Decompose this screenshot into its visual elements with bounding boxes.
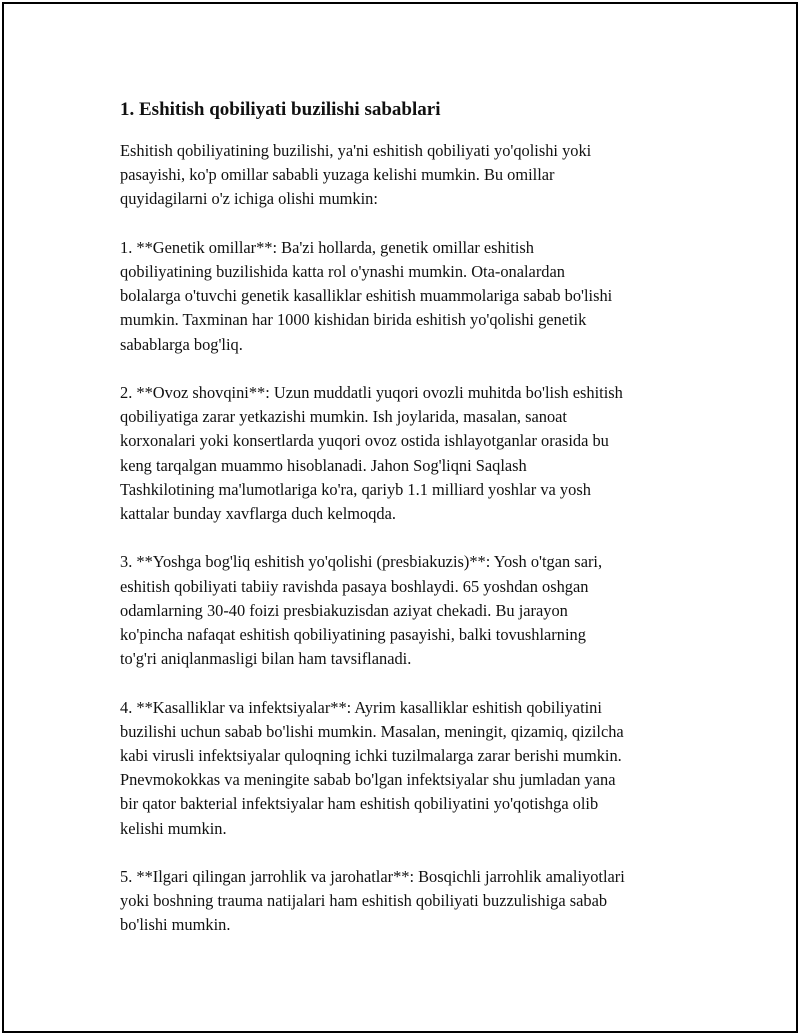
paragraph-diseases-infections: 4. **Kasalliklar va infektsiyalar**: Ayrim kasalliklar eshitish qobiliyatini buzilishi uchun sabab bo'lishi mumkin. Masalan, meningit, qizamiq, qizilcha kabi virusli infektsiyalar quloqning ichki tuzilmalarga zarar berishi mumkin. Pnevmokokkas va meningite sabab bo'lgan infektsiyalar shu jumladan yana bir qator bakterial infektsiyalar ham eshitish qobiliyatini yo'qotishga olib kelishi mumkin. <box>120 697 624 838</box>
document-title: 1. Eshitish qobiliyati buzilishi sabablari <box>120 99 441 120</box>
intro-paragraph: Eshitish qobiliyatining buzilishi, ya'ni eshitish qobiliyati yo'qolishi yoki pasayishi, ko'p omillar sababli yuzaga kelishi mumkin. Bu omillar quyidagilarni o'z ichiga olishi mumkin: <box>120 141 592 209</box>
document-body <box>120 96 700 962</box>
paragraph-surgery-injuries: 5. **Ilgari qilingan jarrohlik va jarohatlar**: Bosqichli jarrohlik amaliyotlari yoki boshning trauma natijalari ham eshitish qobiliyati buzzulishiga sabab bo'lishi mumkin. <box>120 867 625 935</box>
paragraph-genetic-factors: 1. **Genetik omillar**: Ba'zi hollarda, genetik omillar eshitish qobiliyatining buzilishida katta rol o'ynashi mumkin. Ota-onalardan bolalarga o'tuvchi genetik kasalliklar eshitish muammolariga sabab bo'lishi mumkin. Taxminan har 1000 kishidan birida eshitish yo'qolishi genetik sabablarga bog'liq. <box>120 237 613 354</box>
paragraph-age-related: 3. **Yoshga bog'liq eshitish yo'qolishi (presbiakuzis)**: Yosh o'tgan sari, eshitish qobiliyati tabiiy ravishda pasaya boshlaydi. 65 yoshdan oshgan odamlarning 30-40 foizi presbiakuzisdan aziyat chekadi. Bu jarayon ko'pincha nafaqat eshitish qobiliyatining pasayishi, balki tovushlarning to'g'ri aniqlanmasligi bilan ham tavsiflanadi. <box>120 552 603 669</box>
page-frame <box>2 2 798 1033</box>
paragraph-noise: 2. **Ovoz shovqini**: Uzun muddatli yuqori ovozli muhitda bo'lish eshitish qobiliyatiga zarar yetkazishi mumkin. Ish joylarida, masalan, sanoat korxonalari yoki konsertlarda yuqori ovoz ostida ishlayotganlar orasida bu keng tarqalgan muammo hisoblanadi. Jahon Sog'liqni Saqlash Tashkilotining ma'lumotlariga ko'ra, qariyb 1.1 milliard yoshlar va yosh kattalar bunday xavflarga duch kelmoqda. <box>120 383 623 524</box>
